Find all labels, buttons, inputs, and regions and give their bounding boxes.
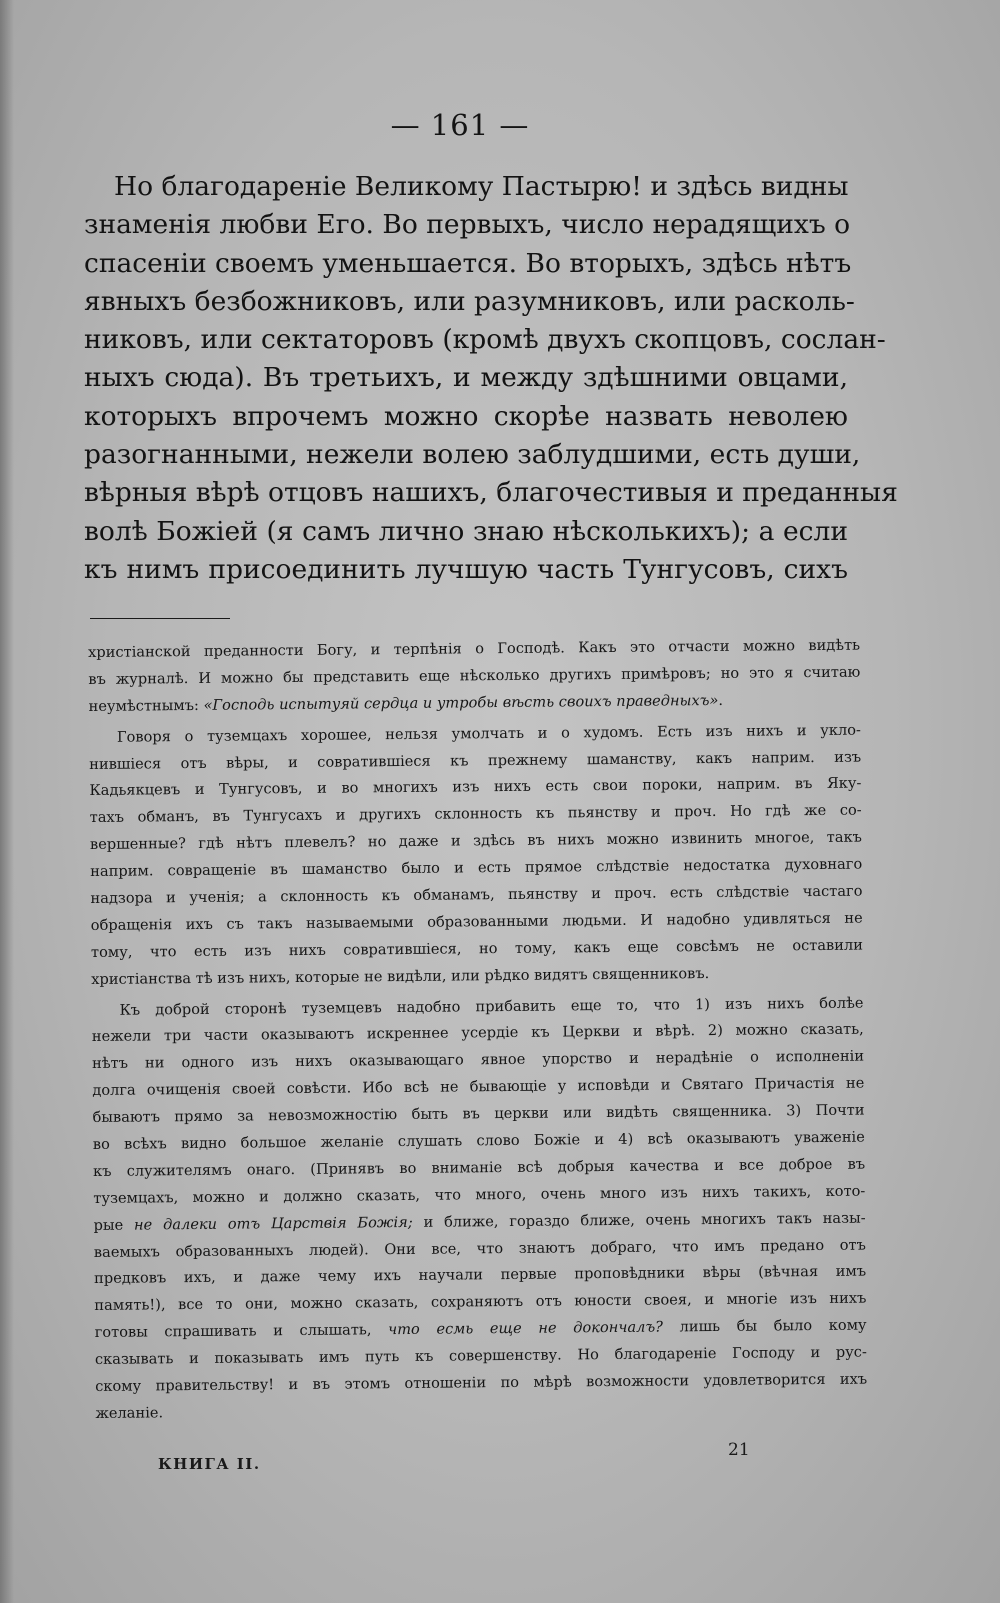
note-line: Говоря о туземцахъ хорошее, нельзя умолчать и о худомъ. Есть изъ нихъ и укло- bbox=[116, 721, 861, 746]
note-line: скому правительству! и въ этомъ отношеніи по мѣрѣ возможности удовлетворится ихъ bbox=[95, 1370, 868, 1396]
note-text: неумѣстнымъ: bbox=[88, 696, 204, 715]
printer-signature: 21 bbox=[728, 1440, 750, 1460]
main-paragraph bbox=[84, 168, 898, 589]
note-line: нежели три части оказываютъ искреннее усердіе къ Церкви и вѣрѣ. 2) можно сказать, bbox=[91, 1021, 864, 1046]
note-line: туземцахъ, можно и должно сказать, что много, очень много изъ нихъ такихъ, кото- bbox=[93, 1182, 866, 1207]
note-line: бываютъ прямо за невозможностію быть въ церкви или видѣть священника. 3) Почти bbox=[92, 1101, 865, 1127]
main-line: явныхъ безбожниковъ, или разумниковъ, или расколь- bbox=[84, 285, 855, 317]
note-line: надзора и ученія; а склонность къ обманамъ, пьянству и проч. есть слѣдствіе частаго bbox=[90, 882, 863, 908]
note-line: въ журналѣ. И можно бы представить еще нѣсколько другихъ примѣровъ; но это я считаю bbox=[88, 663, 861, 688]
note-line: обращенія ихъ съ такъ называемыми образованными людьми. И надобно удивляться не bbox=[90, 909, 863, 934]
note-text: . bbox=[718, 691, 724, 709]
main-line: знаменія любви Его. Во первыхъ, число нерадящихъ о bbox=[84, 209, 851, 241]
main-line: спасеніи своемъ уменьшается. Во вторыхъ, здѣсь нѣтъ bbox=[84, 247, 852, 279]
footnote-text bbox=[88, 633, 868, 1428]
scripture-quote: «Господь испытуяй сердца и утробы вѣсть своихъ праведныхъ» bbox=[203, 691, 719, 714]
note-line: память!), все то они, можно сказать, сохраняютъ отъ юности своея, и многіе изъ нихъ bbox=[94, 1289, 867, 1315]
note-text: готовы спрашивать и слышать, bbox=[94, 1321, 389, 1342]
note-line: христіанской преданности Богу, и терпѣнія о Господѣ. Какъ это отчасти можно видѣть bbox=[88, 636, 861, 661]
main-line: вѣрныя вѣрѣ отцовъ нашихъ, благочестивыя и преданныя bbox=[84, 477, 898, 509]
main-line: которыхъ впрочемъ можно скорѣе назвать неволею bbox=[84, 400, 848, 432]
note-line: Къ доброй сторонѣ туземцевъ надобно прибавить еще то, что 1) изъ нихъ болѣе bbox=[119, 994, 864, 1019]
main-line: волѣ Божіей (я самъ лично знаю нѣсколькихъ); а если bbox=[84, 515, 848, 547]
note-line: тахъ обманъ, въ Тунгусахъ и другихъ склонность къ пьянству и проч. Но гдѣ же со- bbox=[89, 801, 862, 827]
note-line: желаніе. bbox=[95, 1404, 164, 1422]
book-label: КНИГА II. bbox=[158, 1455, 261, 1473]
main-line: Но благодареніе Великому Пастырю! и здѣсь видны bbox=[114, 171, 849, 202]
note-line: во всѣхъ видно большое желаніе слушать слово Божіе и 4) всѣ оказываютъ уваженіе bbox=[92, 1128, 865, 1154]
note-line: тому, что есть изъ нихъ совратившіеся, но тому, какъ еще совсѣмъ не оставили bbox=[90, 936, 864, 961]
note-line: вершенные? гдѣ нѣтъ плевелъ? но даже и здѣсь въ нихъ можно извинить многое, такъ bbox=[89, 828, 863, 854]
scripture-quote: не далеки отъ Царствія Божія; bbox=[133, 1213, 413, 1234]
note-line: Кадьякцевъ и Тунгусовъ, и во многихъ изъ нихъ есть свои пороки, наприм. въ Яку- bbox=[89, 775, 862, 800]
page-edge-shadow bbox=[0, 0, 14, 1603]
note-text: и ближе, гораздо ближе, очень многихъ такъ назы- bbox=[412, 1209, 866, 1231]
page-number: — 161 — bbox=[390, 108, 530, 142]
main-line: разогнанными, нежели волею заблудшими, есть души, bbox=[84, 439, 861, 471]
footnote-separator bbox=[90, 618, 230, 619]
note-line: предковъ ихъ, и даже чему ихъ научали первые проповѣдники вѣры (вѣчная имъ bbox=[94, 1263, 867, 1288]
note-line: сказывать и показывать имъ путь къ совершенству. Но благодареніе Господу и рус- bbox=[94, 1343, 867, 1369]
main-line: къ нимъ присоединить лучшую часть Тунгусовъ, сихъ bbox=[84, 553, 848, 585]
note-line: долга очищенія своей совѣсти. Ибо всѣ не бывающіе у исповѣди и Святаго Причастія не bbox=[92, 1074, 865, 1100]
note-line: къ служителямъ онаго. (Принявъ во вниманіе всѣ добрыя качества и все доброе въ bbox=[93, 1155, 866, 1180]
note-line: нѣтъ ни одного изъ нихъ оказывающаго явное упорство и нерадѣніе о исполненіи bbox=[91, 1047, 865, 1073]
note-line: ваемыхъ образованныхъ людей). Они все, что знаютъ добраго, что имъ предано отъ bbox=[93, 1236, 866, 1261]
note-text: лишь бы было кому bbox=[662, 1316, 867, 1336]
note-line: наприм. совращеніе въ шаманство было и есть прямое слѣдствіе недостатка духовнаго bbox=[90, 855, 863, 881]
scripture-quote: что есмь еще не докончалъ? bbox=[388, 1318, 664, 1339]
note-text: рые bbox=[93, 1216, 135, 1234]
main-line: никовъ, или сектаторовъ (кромѣ двухъ скопцовъ, сослан- bbox=[84, 324, 886, 356]
note-line: нившіеся отъ вѣры, и совратившіеся къ прежнему шаманству, какъ наприм. изъ bbox=[89, 748, 862, 773]
note-line: христіанства тѣ изъ нихъ, которые не видѣли, или рѣдко видятъ священниковъ. bbox=[91, 964, 710, 988]
main-line: ныхъ сюда). Въ третьихъ, и между здѣшними овцами, bbox=[84, 362, 848, 394]
